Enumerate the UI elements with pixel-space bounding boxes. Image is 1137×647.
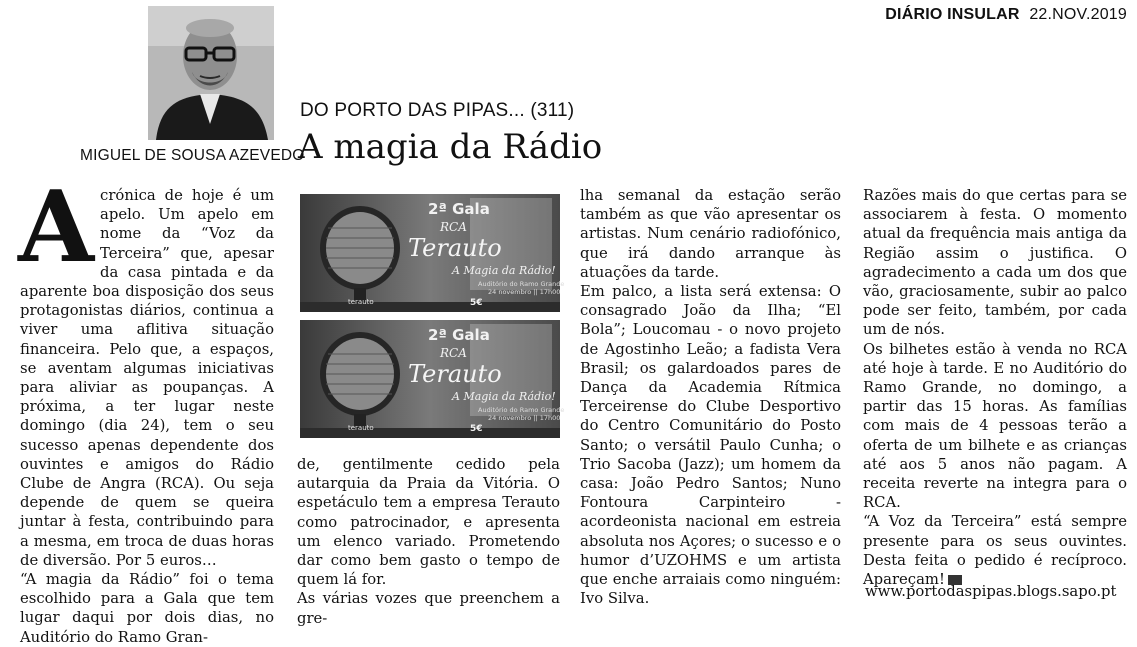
poster-2-subtitle: A Magia da Rádio! — [452, 390, 556, 403]
author-photo — [148, 6, 274, 140]
poster-1-subtitle: A Magia da Rádio! — [452, 264, 556, 277]
col1-paragraph-1: crónica de hoje é um apelo. Um apelo em nome da “Voz da Terceira” que, apesar da casa pintada e da aparente boa disposição dos seus protagonistas diários, continua a viver uma aflitiva situação financeira. Pelo que, a espaços, se aventam algumas iniciativas para aliviar as poupanças. A próxima, a ter lugar neste domingo (dia 24), tem o seu sucesso apenas dependente dos ouvintes e amigos do Rádio Clube de Angra (RCA). Ou seja depende de quem se queira juntar à festa, contribuindo para a mesma, em troca de duas horas de diversão. Por 5 euros… — [20, 187, 274, 569]
poster-2-when: 24 novembro || 17h00 — [488, 414, 561, 422]
masthead — [885, 6, 1127, 24]
author-byline: MIGUEL DE SOUSA AZEVEDO — [80, 147, 305, 164]
article-column-3 — [580, 186, 841, 608]
poster-1-sponsor-small: terauto — [348, 298, 374, 306]
col4-paragraph-2: Os bilhetes estão à venda no RCA até hoje à tarde. E no Auditório do Ramo Grande, no domingo, a partir das 15 horas. As famílias com mais de 4 pessoas terão a oferta de um bilhete e as crianças até aos 5 anos não pagam. A receita reverte na integra para o RCA. — [863, 340, 1127, 512]
publication-date: 22.NOV.2019 — [1029, 6, 1127, 23]
poster-2-price: 5€ — [470, 424, 483, 434]
poster-1-org: RCA — [440, 220, 467, 234]
poster-2-sponsor-small: terauto — [348, 424, 374, 432]
col2-paragraph-1: de, gentilmente cedido pela autarquia da Praia da Vitória. O espetáculo tem a empresa Terauto como patrocinador, e apresenta um elenco variado. Prometendo dar como bem gasto o tempo de quem lá for. — [297, 456, 560, 589]
col4-paragraph-1: Razões mais do que certas para se associarem à festa. O momento atual da frequência mais antiga da Região assim o justifica. O agradecimento a cada um dos que vão, graciosamente, subir ao palco pode ser feito, também, por cada um de nós. — [863, 187, 1127, 339]
article-column-1 — [18, 170, 274, 647]
publication-name: DIÁRIO INSULAR — [885, 6, 1020, 23]
poster-1-price: 5€ — [470, 298, 483, 308]
column-kicker: DO PORTO DAS PIPAS... (311) — [300, 100, 575, 121]
poster-2-venue: Auditório do Ramo Grande — [478, 406, 565, 414]
poster-2-edition: 2ª Gala — [428, 326, 490, 344]
col1-paragraph-2: “A magia da Rádio” foi o tema escolhido para a Gala que tem lugar daqui por dois dias, no Auditório do Ramo Gran- — [20, 571, 274, 646]
poster-1-when: 24 novembro || 17h00 — [488, 288, 561, 296]
poster-1-venue: Auditório do Ramo Grande — [478, 280, 565, 288]
col3-paragraph-1: lha semanal da estação serão também as que vão apresentar os artistas. Num cenário radiofónico, que irá dando arranque às atuações da tarde. — [580, 187, 841, 281]
col4-paragraph-3: “A Voz da Terceira” está sempre presente para os seus ouvintes. Desta feita o pedido é recíproco. Apareçam! — [863, 513, 1127, 589]
poster-1-edition: 2ª Gala — [428, 200, 490, 218]
article-column-2 — [297, 455, 560, 628]
poster-2-sponsor: Terauto — [408, 360, 502, 388]
poster-1-sponsor: Terauto — [408, 234, 502, 262]
poster-2-org: RCA — [440, 346, 467, 360]
blog-url-link[interactable]: www.portodaspipas.blogs.sapo.pt — [865, 583, 1117, 600]
article-column-4 — [863, 186, 1127, 589]
headline: A magia da Rádio — [298, 127, 603, 167]
col3-paragraph-2: Em palco, a lista será extensa: O consagrado João da Ilha; “El Bola”; Loucomau - o novo projeto de Agostinho Leão; a fadista Vera Brasil; os galardoados pares de Dança da Academia Rítmica Terceirense do Clube Desportivo do Centro Comunitário do Posto Santo; o versátil Paulo Cunha; o Trio Sacoba (Jazz); um homem da casa: João Pedro Santos; Nuno Fontoura Carpinteiro - acordeonista nacional em estreia absoluta nos Açores; o sucesso e o humor d’UZOHMS e um artista que enche arraiais como ninguém: Ivo Silva. — [580, 283, 841, 608]
col2-paragraph-2: As várias vozes que preenchem a gre- — [297, 590, 560, 627]
drop-cap: A — [18, 170, 95, 285]
